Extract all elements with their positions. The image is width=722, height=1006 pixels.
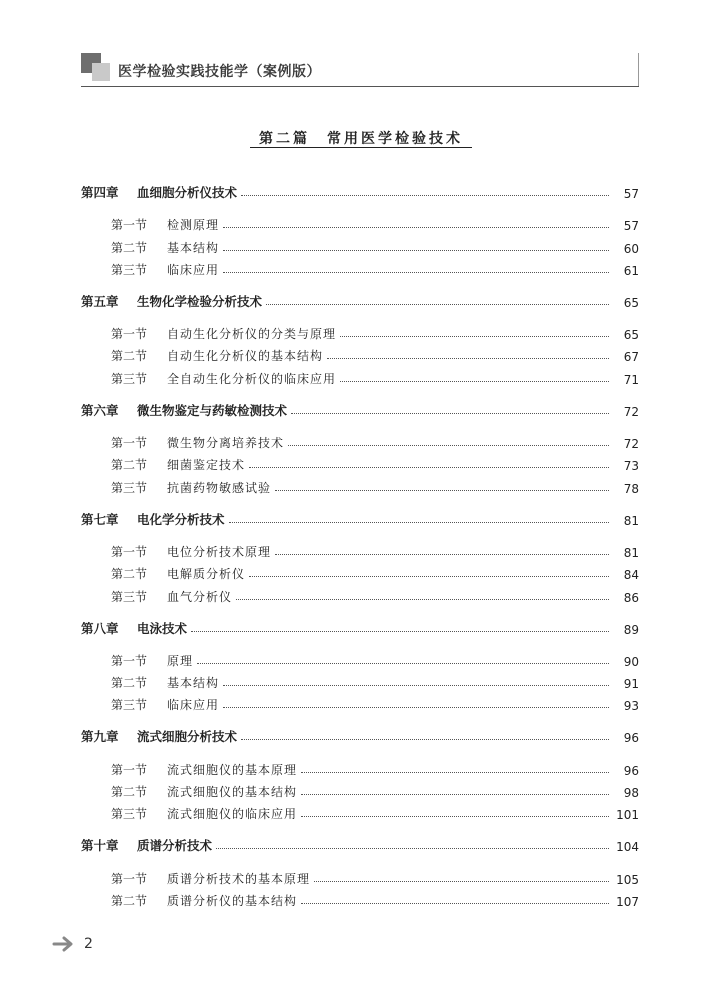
section-page: 93 <box>623 699 639 714</box>
section-page: 61 <box>623 263 639 278</box>
section-title: 自动生化分析仪的分类与原理 <box>167 327 337 342</box>
toc-chapter <box>81 723 639 822</box>
section-page: 60 <box>623 241 639 256</box>
chapter-page: 72 <box>623 404 639 419</box>
toc-section-entry[interactable] <box>111 582 639 604</box>
dot-leader <box>223 707 609 708</box>
toc-section-entry[interactable] <box>111 691 639 713</box>
chapter-number: 第八章 <box>81 620 119 636</box>
dot-leader <box>275 490 609 491</box>
section-title: 流式细胞仪的临床应用 <box>167 807 298 822</box>
section-page: 65 <box>623 328 639 343</box>
toc-chapter-entry[interactable] <box>81 288 639 310</box>
section-number: 第一节 <box>111 436 148 451</box>
section-page: 98 <box>623 786 639 801</box>
footer-page-number: 2 <box>84 936 93 952</box>
section-list <box>81 755 639 822</box>
section-page: 78 <box>623 481 639 496</box>
section-number: 第二节 <box>111 349 148 364</box>
part-title: 第二篇 常用医学检验技术 <box>259 131 463 147</box>
chapter-page: 81 <box>623 513 639 528</box>
section-number: 第三节 <box>111 371 148 386</box>
chapter-page: 104 <box>616 840 639 855</box>
section-number: 第一节 <box>111 218 148 233</box>
section-list <box>81 429 639 496</box>
dot-leader <box>249 576 609 577</box>
chapter-title: 电泳技术 <box>137 620 188 636</box>
chapter-title: 电化学分析技术 <box>137 511 225 527</box>
section-number: 第三节 <box>111 589 148 604</box>
section-title: 全自动生化分析仪的临床应用 <box>167 371 337 386</box>
chapter-title: 质谱分析技术 <box>137 838 213 854</box>
dot-leader <box>223 250 609 251</box>
toc-section-entry[interactable] <box>111 473 639 495</box>
toc-section-entry[interactable] <box>111 320 639 342</box>
section-title: 原理 <box>167 653 194 668</box>
section-title: 流式细胞仪的基本原理 <box>167 762 298 777</box>
dot-leader <box>197 663 609 664</box>
toc-section-entry[interactable] <box>111 342 639 364</box>
toc-section-entry[interactable] <box>111 778 639 800</box>
dot-leader <box>340 381 609 382</box>
dot-leader <box>223 272 609 273</box>
section-number: 第三节 <box>111 480 148 495</box>
toc-chapter-entry[interactable] <box>81 397 639 419</box>
toc-chapter <box>81 288 639 387</box>
toc-section-entry[interactable] <box>111 538 639 560</box>
toc-chapter-entry[interactable] <box>81 723 639 745</box>
toc-section-entry[interactable] <box>111 647 639 669</box>
dot-leader <box>291 413 609 414</box>
dot-leader <box>249 467 609 468</box>
dot-leader <box>301 772 609 773</box>
dot-leader <box>191 631 609 632</box>
section-page: 86 <box>623 590 639 605</box>
chapter-page: 89 <box>623 622 639 637</box>
toc-section-entry[interactable] <box>111 364 639 386</box>
chapter-title: 生物化学检验分析技术 <box>137 293 263 309</box>
toc-section-entry[interactable] <box>111 887 639 909</box>
section-number: 第三节 <box>111 698 148 713</box>
dot-leader <box>301 816 609 817</box>
toc-chapter-entry[interactable] <box>81 832 639 854</box>
section-title: 质谱分析仪的基本结构 <box>167 893 298 908</box>
section-title: 细菌鉴定技术 <box>167 458 246 473</box>
section-number: 第三节 <box>111 807 148 822</box>
section-title: 临床应用 <box>167 262 220 277</box>
section-title: 临床应用 <box>167 698 220 713</box>
toc-section-entry[interactable] <box>111 256 639 278</box>
section-page: 73 <box>623 459 639 474</box>
section-number: 第二节 <box>111 676 148 691</box>
section-title: 质谱分析技术的基本原理 <box>167 871 311 886</box>
header-vertical-rule <box>638 53 639 87</box>
section-number: 第三节 <box>111 262 148 277</box>
chapter-number: 第六章 <box>81 402 119 418</box>
section-page: 91 <box>623 677 639 692</box>
section-title: 基本结构 <box>167 240 220 255</box>
section-number: 第二节 <box>111 567 148 582</box>
section-number: 第一节 <box>111 327 148 342</box>
toc-section-entry[interactable] <box>111 429 639 451</box>
section-page: 72 <box>623 437 639 452</box>
section-list <box>81 538 639 605</box>
dot-leader <box>314 881 609 882</box>
toc-section-entry[interactable] <box>111 560 639 582</box>
section-page: 67 <box>623 350 639 365</box>
dot-leader <box>229 522 609 523</box>
chapter-number: 第七章 <box>81 511 119 527</box>
dot-leader <box>241 739 609 740</box>
chapter-title: 流式细胞分析技术 <box>137 729 238 745</box>
toc-chapter <box>81 832 639 909</box>
section-page: 71 <box>623 372 639 387</box>
toc-section-entry[interactable] <box>111 233 639 255</box>
section-title: 电解质分析仪 <box>167 567 246 582</box>
section-list <box>81 864 639 909</box>
toc-chapter-entry[interactable] <box>81 615 639 637</box>
section-list <box>81 647 639 714</box>
section-list <box>81 211 639 278</box>
section-number: 第二节 <box>111 240 148 255</box>
section-page: 96 <box>623 763 639 778</box>
section-number: 第一节 <box>111 762 148 777</box>
toc-section-entry[interactable] <box>111 211 639 233</box>
chapter-page: 65 <box>623 295 639 310</box>
chapter-number: 第五章 <box>81 293 119 309</box>
chapter-title: 微生物鉴定与药敏检测技术 <box>137 402 288 418</box>
toc-section-entry[interactable] <box>111 451 639 473</box>
section-number: 第二节 <box>111 785 148 800</box>
dot-leader <box>327 358 609 359</box>
toc-section-entry[interactable] <box>111 864 639 886</box>
arrow-right-icon <box>52 935 76 953</box>
toc-section-entry[interactable] <box>111 800 639 822</box>
toc-chapter <box>81 179 639 278</box>
toc-chapter <box>81 506 639 605</box>
toc-chapter-entry[interactable] <box>81 179 639 201</box>
dot-leader <box>241 195 609 196</box>
dot-leader <box>236 599 609 600</box>
section-title: 流式细胞仪的基本结构 <box>167 785 298 800</box>
chapter-number: 第十章 <box>81 838 119 854</box>
section-page: 107 <box>616 894 639 909</box>
dot-leader <box>301 903 609 904</box>
chapter-title: 血细胞分析仪技术 <box>137 185 238 200</box>
section-page: 105 <box>616 872 639 887</box>
part-title-underline <box>250 147 472 148</box>
section-title: 微生物分离培养技术 <box>167 436 285 451</box>
section-number: 第一节 <box>111 653 148 668</box>
header-square-light <box>92 63 110 81</box>
section-page: 90 <box>623 654 639 669</box>
toc-chapter <box>81 397 639 496</box>
toc-section-entry[interactable] <box>111 755 639 777</box>
section-list <box>81 320 639 387</box>
dot-leader <box>275 554 609 555</box>
section-title: 基本结构 <box>167 676 220 691</box>
section-page: 84 <box>623 568 639 583</box>
chapter-page: 57 <box>623 187 639 201</box>
dot-leader <box>288 445 609 446</box>
section-page: 57 <box>623 219 639 234</box>
chapter-number: 第九章 <box>81 729 119 745</box>
toc-chapter-entry[interactable] <box>81 506 639 528</box>
chapter-page: 96 <box>623 731 639 746</box>
dot-leader <box>266 304 609 305</box>
section-title: 抗菌药物敏感试验 <box>167 480 272 495</box>
section-title: 血气分析仪 <box>167 589 233 604</box>
book-title: 医学检验实践技能学（案例版） <box>118 64 321 80</box>
section-title: 检测原理 <box>167 218 220 233</box>
dot-leader <box>223 227 609 228</box>
chapter-number: 第四章 <box>81 185 119 200</box>
section-title: 电位分析技术原理 <box>167 544 272 559</box>
section-number: 第一节 <box>111 544 148 559</box>
section-number: 第一节 <box>111 871 148 886</box>
section-page: 81 <box>623 545 639 560</box>
toc-section-entry[interactable] <box>111 669 639 691</box>
table-of-contents <box>81 178 639 919</box>
dot-leader <box>216 848 609 849</box>
header-rule <box>81 86 639 87</box>
section-title: 自动生化分析仪的基本结构 <box>167 349 324 364</box>
dot-leader <box>340 336 609 337</box>
section-number: 第二节 <box>111 458 148 473</box>
dot-leader <box>223 685 609 686</box>
toc-chapter <box>81 615 639 714</box>
section-number: 第二节 <box>111 893 148 908</box>
section-page: 101 <box>616 808 639 823</box>
dot-leader <box>301 794 609 795</box>
